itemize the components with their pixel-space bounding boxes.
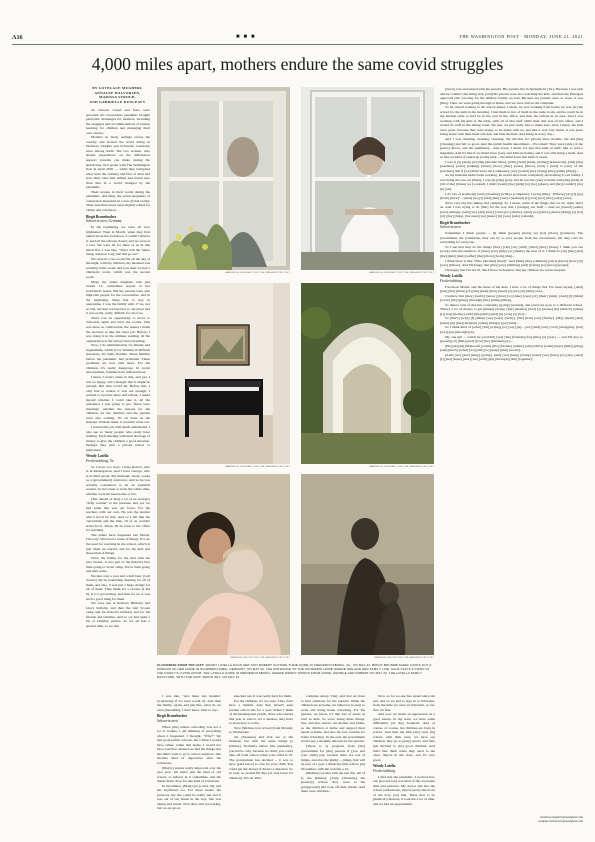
photo-caption: CLOCKWISE FROM TOP LEFT: WENDY LATELLA HUGS HER SON ROBERT OUTSIDE THEIR HOME IN FREDERICKSBURG, VA., ON MAY 22. BIRGIT BRUNEBUCHER LOOKS OUT A WINDOW OF HER HOME IN SCHWERIN AREA, GERMANY, ON MAY 22. THE ENTRANCE TO THE SCHWERIN HOME WHERE SHE AND HER FAMILY LIVE. MAJA PLAYS A PIANO IN THE FAMILY'S LIVING ROOM. THE LATELLA HOME IN FREDERICKSBURG, WHERE WENDY WORKS FROM HOME; GEORGE AND ROBERT ON MAY 22. THE LATELLA FAMILY BACKYARD, WITH THE KIDS' SWING SET, ON MAY 23. (157, 663, 432, 680)
byline-3: MARISSA STROUD, (99, 95, 136, 100)
photo-credit: GABRIELLE DUNLEAVY FOR THE WASHINGTON POST (224, 272, 290, 274)
photo-window-portrait (157, 87, 290, 270)
byline-1: BY LOVELACE MUGHERI, (92, 86, 143, 90)
body-paragraph: Maja, my oldest daughter, who just turned 12, sometimes stayed at her boyfriend's house. But his parents were also high-risk people for the coronavirus, and in the beginning, Maja had to stay in quarantine. I was the family with 17 no, not so bad, because we had nice to our place and it was really, really difficult for all of us. (86, 279, 150, 316)
photo-credit: MARISSA STROUD FOR THE WASHINGTON POST (374, 657, 434, 659)
body-paragraph: [Jason] was and stayed with his parents. His parents live in Springfield, [Va.]. Because I was sick and he couldn't risk being sick, [and] his parents were also watching the kids, and then the Pentagon approved [the vaccine] for the military family we had. Because my parents were so close, it was [fine]. Then, we were going through at home, and we were still on the computer. (440, 87, 583, 105)
middle-column-a (157, 694, 221, 834)
body-paragraph: For the children, it's not easy. They don't have a rhythm. And they haven't seen normal school life for a year. When I think of the kindergarten pupils, those who started this year at school, it's a disaster, they have to learn how to write. (229, 698, 293, 726)
body-paragraph: We're the family for the trial with the Girl Scouts. It was part of the Robert's first time going to Scout camp. We've been going and then some. (86, 555, 150, 574)
photo-arched-entrance (301, 283, 434, 464)
body-paragraph: [Melissa] we met with the last day. All of it, the [kinder], [Zoë], [Susanne], the [nursery] school, they went to the [playground] and took off their masks. And there were children... (301, 771, 365, 794)
body-paragraph: Now, so far no-one has tested since the test, and so we had to sign in at Schwerin, from the time we were in Schwerin, so far. Yes, it's fine. (373, 694, 435, 712)
body-paragraph: We were just at Robert's Birthday and Lisa's birthday and then the Girl Scouts camp and for Robert's birthday and for his friends and families. And so we had quite a bit of birthday parties. So we all had a special time, so we did. (86, 601, 150, 628)
body-paragraph: My one girl ... which he [couldn't] [see] [his] [friends] [for] [like] [a] [year] — and I'm just so [proud] [of] [him] [and] [how] [he] [handled] [it]... (440, 334, 583, 344)
section-head: Birgit Brunebucher Schwerin area (157, 714, 188, 723)
photo-credit: GABRIELLE DUNLEAVY FOR THE WASHINGTON POST (368, 272, 434, 274)
body-paragraph: I was at [a] [desk] [at] [the] [kitchen table], [with] [both] [kids], [doing] [homework], [and] [the] [teachers] [were] [talking] [about] [how] [they] [were] [there], [and] I [said] to [one] of the [teachers] that if [we] didn't have the [computer], [we] [would] [be] [doing] [the] [same] [thing]... (440, 159, 583, 173)
page-number: A16 (12, 34, 23, 41)
body-paragraph: Mothers in many settings across the country and around the world living in Northern Virginia and Schwerin, Germany, were among them. The two women, who shared experiences on the differences support systems can make during the shutdowns, first spoke with The Washington Post in April 2020 — while they navigated what were the ordinary and first of what and how their roles had shifted and found new lives that in a world changed by the pandemic. (86, 135, 150, 190)
body-paragraph: I do lots of producing [and] [cleaning] [with] a [computer]. I [was] [like], "[Where] [do] [I] [go] [from] [here]"... [And] [so] [I] [did] [that] [and] I [realized] [I] [was] [not] [the] [only] [one]... (440, 191, 583, 201)
body-paragraph: In November, [Maja] got [covid-19], and her boyfriend, too. For these weeks, the previous day she could be really sad and it was out of our house in the way. She was taking and rested. Now she's still recovering, but we are good. (157, 783, 221, 811)
photo-mother-son-hug (157, 474, 290, 655)
body-paragraph: knocked out. It was really hard for them. (234, 694, 292, 698)
body-paragraph: We met over a year and a half later. [Girl Scouts] did do leadership meeting for all of them, and also, it was just a huge change for all of them. They think it's a reward (I did it). It is a good thing, and then for us, it was such a good thing for them. (86, 573, 150, 601)
body-paragraph: So I have two boys. I have Robert, who is in kindergarten. And I have George, who is in third grade. My husband, Jason, works as a [government] contractor. And so he was actually considered to be an essential worker. So he's been at work the whole time, whether we have been home or not. (86, 464, 150, 496)
bylines (86, 86, 149, 104)
body-paragraph: Now [Melissa is in school] from Monday to Wednesday. (229, 725, 293, 735)
body-paragraph: So there's tons of theories constantly [going] [around], and everyone goes to a different school. There's a lot of chance to get [things] [done]. [My] [mother] [had] [a] [stroke] [in] [March] [when] [I] [was] [home] [with] [the] [kids] [and] [it] [was] [a] [lot]... (440, 302, 583, 316)
section-head: Birgit Brunebucher Schwerin area (440, 220, 471, 230)
body-paragraph: Facebook Moms, and the mess of the kids. I have a lot of things that I've been saying. [And] [just] [the] [mess] [of] [the] [kids] [that] [need] [a] [lot] [of] [the] [care]... (440, 284, 583, 294)
folio-ornament: ■ ■ ■ (236, 34, 256, 40)
middle-column-d (373, 694, 435, 834)
headline: 4,000 miles apart, mothers endure the same covid struggles (91, 54, 504, 74)
body-paragraph: As my husband hadn't been working, he would have been completely devastating to our family. I was being the one out [there], I was [at] [the] [job], and he was the [one] at home with [the] [kids] in [all of the] [times] we [worked]. I didn't [want] [the] [kids] [to] [be] [alone], and [he] [couldn't] [do] [it] [all]. (440, 173, 583, 192)
body-paragraph: [The details of that] a lot of us George's "daily routine" is the pleasure and yes we had some that was our focus. For the teachers with our own. He was the teacher who'd stood by that. And so I felt like the curriculum and the kids, all of us couldn't stand for it. There, I'll be back to the office for teaching. (86, 496, 150, 533)
body-paragraph: So he started looking at the school issues. I mean, he was working from home; he was [at] the school for the kids in the morning. I had them at two of them in the same room, and he could be in the kitchen table or he'd be in his own in the office, and then the remote in an area. And I was working with the kids at the table, with all of that stuff while their dad was on his office, and I would do stuff in the dining room. We just, we just really had to make sure. And, I mean, the kids were great, because they were happy to be home with us, just like it was very much, it was great being home with their mom and dad, and then the kids. And being in every day... (440, 105, 583, 137)
body-paragraph: [And] [we] [just] [keep] [going], [and] [we] [keep] [doing] [what] [we] [have] [to] [do]. [And] [I] [just] [hope] [that] [we] [will] [get] [through] [this] [together]. (440, 352, 583, 362)
section-head: Wendy Latella Fredericksburg (373, 764, 396, 773)
body-paragraph: I'm happy that I'm not ill, that I'm not in hospital, that my children are not in hospital. (445, 267, 567, 272)
left-column (86, 108, 150, 834)
byline-2: ANNALEE HALVORSEN, (94, 90, 141, 95)
body-paragraph: So [that's] [why] [I] [think] [we] [were] [lucky]. [We] [had] [our] [family]. [My] [mom] [had] [been] [in] [the] [hospital] [when] [things] [got] [bad]... (440, 316, 583, 325)
body-paragraph: I find that the pandemic, I noticed how our [second son] was kind of this awesome time and patience. My doctor and also the school pediatrician, they're pretty much out of the loop [on] this. There had to be [medical] referrals, it took me a lot of time, and we had an appointment. (373, 774, 435, 806)
section-head: Wendy Latella Fredericksburg, Va. (86, 454, 115, 463)
body-paragraph: The elders have happened last March, I'm sorry. We'd had a sense of things. For us, the need for teaching in the school, which is just when we started, and for the kids and those kind of things. (86, 532, 150, 556)
body-paragraph: [There is a] program from [the] government for [the] parents if [you and your child] pay, because there are lots of things, and also the [kids] ... [time], that will be part of a year. I think my kids will be [in] November, with me at home a lot. (301, 744, 365, 771)
body-paragraph: As schools closed and fears were sprouted, the coronavirus pandemic brought particular challenges for mothers, including the struggles and accommodations of remote learning for children and managing their own careers. (86, 108, 150, 135)
photo-credit: MARISSA STROUD FOR THE WASHINGTON POST (230, 657, 290, 659)
body-paragraph: When [the] remote schooling was not a lot of trouble, I am thinking of everything when it happened. I thought, "Why?" We had good public schools, but I think I would have rather, rather that home. I would not have said that. Instead we had the things that she didn't want to go to school anymore. She became kind of depressive after the lockdown. (157, 724, 221, 765)
body-paragraph: So I see that they do the things [they] [can] [do] [with] [what] [they] [have]. I think you can [work] with the situation. It [does] [not] [help] [to] [make] the best of it. I think it's [in] [the] [end] [the] [kids] [that] [suffer] [the] [most] [from] [this]... (440, 244, 583, 258)
body-paragraph: I was like, "Are these last months" (wondering if it's even worth it). And then the family, again, and just like, what do we even [inaudible]. I don't know what to say... (157, 694, 221, 712)
body-paragraph: There was an opportunity to move to Schwerin again and have the rooms. This was more so comfortable, the reason I made the decision to take the other job. Before, I was doing it in the ultimate reading, all the organization at the school and everything. (86, 315, 150, 343)
photo-backyard-silhouette (301, 474, 434, 655)
middle-column-c (301, 694, 365, 834)
body-paragraph: Sometimes I think people ... [I] think [people] [have] [a] [lot] [more] [patience]. The government, the politicians, they can try to save people from the coronavirus, but they can't do everything for everyone. (440, 231, 583, 245)
body-paragraph: I started this job with much enthusiasm. I also see so many people who really have nothing. Each meeting with their shortage of money to give the children a good situation. Perhaps they give a private school or equivalent. (86, 425, 150, 452)
body-paragraph: Now, I do administration for Kinder and Jugendhilfe, which is for families in difficult situations. It's really flexible. These families before the pandemic had problems. These problems are now plus more. For the children, it's really dangerous. In social development, families have suffered most. (86, 343, 150, 375)
author-email[interactable]: lovelace.mugheri@washpost.com (540, 815, 583, 819)
author-emails (510, 815, 583, 824)
byline-4: AND GABRIELLE DUNLEAVY (89, 99, 146, 104)
body-paragraph: [He] [played] [Minecraft] [with] [his] [friends] [online] [and] [that's] [what] [kept] [him] [going] [and] [that's] [what] [we] [did] [to] [keep] [him] [social]... (440, 343, 583, 353)
body-paragraph: So I think kind of [what] [I'm] [trying] [to] [say] [is]... [we] [had] [our] [own] [struggles], [but] [we] [got] [through] [it]. (440, 325, 583, 335)
body-paragraph: I believe that [they] [really] [know] [how] [to] [take] [care] [of] [their] [kids]. [And] [I] [think] [we're] [all] [going] [through] [the] [same] [thing]. (440, 293, 583, 303)
author-email[interactable]: annalee.halvorsen@washpost.com (538, 819, 583, 824)
body-paragraph: In the beginning, we were all very frightened. Then in March, when they first talked about the lockdown, I couldn't believe it. And all the schools closed, and we were at a loss. We were all for three of us in this small flat. I was like, "What will the future bring, and how long will this go on?" (86, 224, 150, 257)
body-paragraph: Their stories, in their words during the pandemic, and Meg, the seven snapshots of connection measured in a new global reality. Their narratives have been slightly edited for clarity and concision. (86, 189, 150, 213)
folio-rule (12, 44, 583, 45)
body-paragraph: We're very big into hiking and camping. So, I mean, some of the things that we do, right, that's us. And I was trying to do [that] for the way that I [budget] our stuff ... And we [found] [some] [new] [things], [and] [we] [did] [stay] [close] [to] [home]. [And] [we] [have] [been] [doing] [a] [lot] [of] [day] [trips], [because] [we] [knew] [it] [was] [safe] [outside]. (440, 200, 583, 219)
dateline: THE WASHINGTON POST · MONDAY, JUNE 21, 2021 (459, 34, 583, 39)
body-paragraph: I knew I wasn't alone in this, and yes, I was so happy, and I thought that it might be enough. But then Covid hit. Before that, I only had to realize it was not enough, I wanted to become more self-reliant. I asked myself whether I could take it, all the assistance I was going to get. There were meetings, whether the lessons for the children, for the children and the parents were also coming. It's all done on the Internet. Without them, it wouldn't work out. (86, 375, 150, 425)
photo-woman-at-window (301, 87, 434, 270)
body-paragraph: And I was cleaning, cleaning, cleaning. We did that for [about] three months. We did [the] [cleaning] and felt so good. And the public health department... We talked: They were [sick] of the [news] shows, and the [numbers]... And every, I mean, it's just that kind of stuff, like to read a magazine. And it's like if we didn't have [our] own kids [at home], and it was still being a mom. And so like we kind of ended up [with] what... We didn't have that kind of stress. (440, 137, 583, 160)
body-paragraph: Sis [Susanne] and Zoë are at the moment, but with the same bridge [a holiday]. Normally before [the pandemic], you had to stay, because no child, you could take off from school when your child is 10. The government has decided ... it was to have [paid leave] to care for your child. You could get the money if there's a situation. So in total, so around 80 days [of sick leave for children]. Yes. In 2021. (229, 734, 293, 780)
body-paragraph: complete salary. They said that we have to find solutions for the parents: When the children are at home, we believe it is okay to work and doing home schooling. For the parents, we know, it's like lots of stress as well as kids. So we're doing these things. Yes, and also, there's our mother and father, so the children at home and support their needs at home, and also the fact, besides for home schooling. In the end, the government would pay a monthly amount for the parents. (301, 694, 365, 744)
photo-credit: GABRIELLE DUNLEAVY FOR THE WASHINGTON POST (368, 466, 434, 468)
body-paragraph: And now we made an appearance in a good nature. In my state, we have some difficulties [in the] hospitals. And of course, of course, the children are back in school. And then the kids [are] back [in] school, with their tests, we have our children, they go to [play] sports, and they just decided to [be] good children. And that's like them when they need to the class, they're in the class, and it's very good. (373, 712, 435, 762)
middle-column-b (229, 694, 293, 834)
section-head: Birgit Brunebucher Schwerin area, Germany (86, 214, 122, 224)
photo-credit: GABRIELLE DUNLEAVY FOR THE WASHINGTON POST (224, 466, 290, 468)
body-paragraph: I think there is like "Who [decided] [that]?" And [then] [the] [children] [can't] [know] [how] [it] [was] [before]. And I'm happy that [they] [are] [smiling] [and] [trying] [to] [save] [people]. (440, 258, 583, 268)
right-column (440, 87, 583, 812)
photo-piano-room (157, 283, 290, 464)
section-head: Wendy Latella Fredericksburg (440, 274, 463, 283)
body-paragraph: We were in a two-room flat all the day of the night, with my children, my husband was working in his room, and now then we had a children's room, which was the second room. (86, 256, 150, 279)
body-paragraph: [Maja's] grades really improved over the past year. We knew just the kind of old school, to believe in it sometimes, and the marks didn't drop for that kind of lockdown. (157, 765, 221, 784)
